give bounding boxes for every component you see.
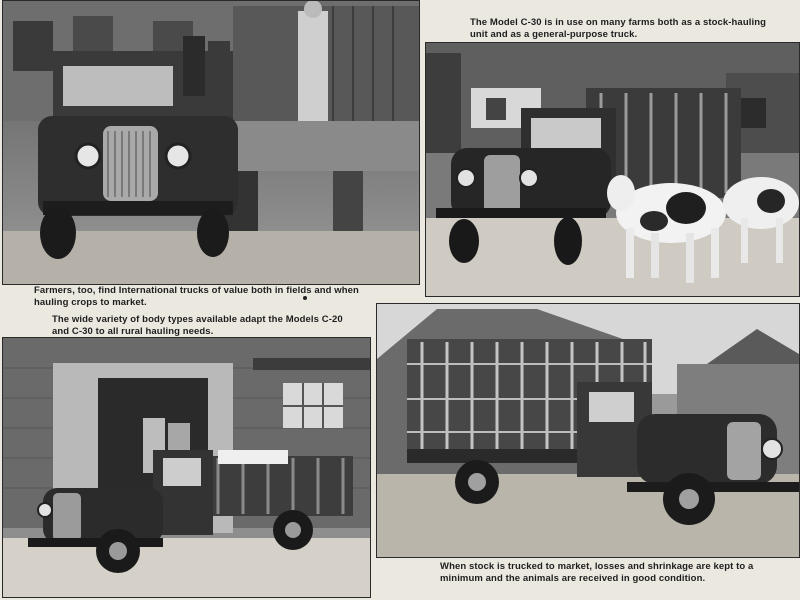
- photo-stock-rack-truck: [376, 303, 800, 558]
- caption-bullet: [303, 296, 307, 300]
- caption-model-c30-stock: The Model C-30 is in use on many farms both as a stock-hauling unit and as a general-purpose truck.: [470, 17, 767, 40]
- photo-stake-truck-barn: [2, 337, 371, 598]
- caption-stock-market: When stock is trucked to market, losses and shrinkage are kept to a minimum and the animals are received in good condition.: [440, 561, 754, 584]
- caption-farmers-fields: Farmers, too, find International trucks of value both in fields and when hauling crops to market.: [34, 285, 359, 308]
- photo-truck-loading-dock: [2, 0, 420, 285]
- photo-stock-truck-cattle: [425, 42, 800, 297]
- photo-stock-truck-cattle-image: [426, 43, 799, 296]
- photo-stock-rack-truck-image: [377, 304, 799, 557]
- photo-truck-loading-dock-image: [3, 1, 419, 284]
- photo-stake-truck-barn-image: [3, 338, 370, 597]
- caption-body-types: The wide variety of body types available adapt the Models C-20 and C-30 to all rural hauling needs.: [52, 314, 343, 337]
